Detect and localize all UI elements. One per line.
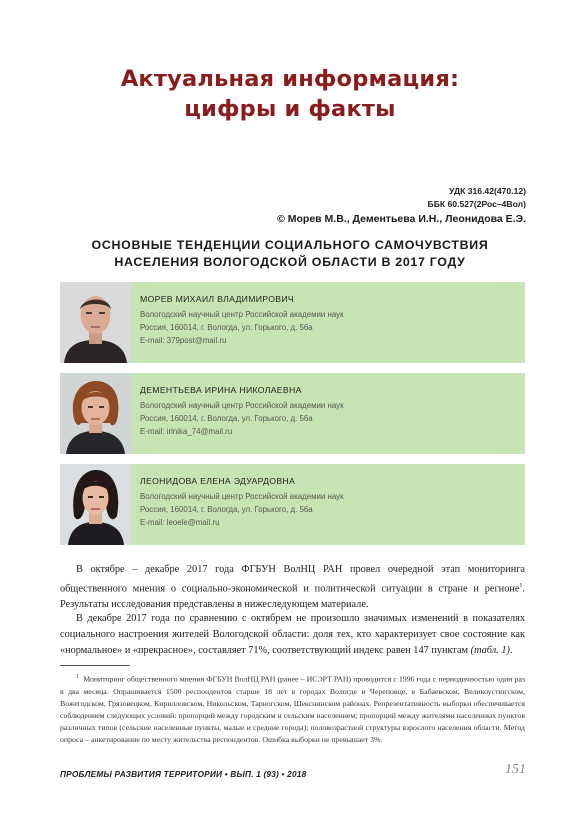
author-organization: Вологодский научный центр Российской академии наук bbox=[140, 401, 344, 410]
paragraph-text: . Результаты исследования представлены в нижеследующем материале. bbox=[60, 583, 525, 611]
author-address: Россия, 160014, г. Вологда, ул. Горького, д. 56а bbox=[140, 505, 313, 514]
footnote bbox=[60, 671, 525, 746]
paragraph-text: . bbox=[509, 645, 513, 656]
table-reference-link[interactable]: (табл. 1) bbox=[470, 645, 510, 656]
footnote-number: 1 bbox=[76, 674, 79, 680]
journal-footer: ПРОБЛЕМЫ РАЗВИТИЯ ТЕРРИТОРИИ • ВЫП. 1 (93) • 2018 bbox=[60, 769, 307, 779]
section-title-line-2: цифры и факты bbox=[184, 96, 396, 122]
author-name: ДЕМЕНТЬЕВА ИРИНА НИКОЛАЕВНА bbox=[140, 385, 302, 395]
author-info bbox=[131, 464, 525, 545]
author-card bbox=[60, 464, 525, 545]
paragraph-text: В октябре – декабре 2017 года ФГБУН ВолНЦ РАН провел очередной этап мониторинга общественного мнения о социально-экономической и политической ситуации в стране и регионе bbox=[60, 564, 525, 595]
article-title-line-2: НАСЕЛЕНИЯ ВОЛОГОДСКОЙ ОБЛАСТИ В 2017 ГОДУ bbox=[114, 255, 466, 269]
author-info bbox=[131, 373, 525, 454]
author-card bbox=[60, 282, 525, 363]
section-title-line-1: Актуальная информация: bbox=[120, 66, 460, 92]
author-organization: Вологодский научный центр Российской академии наук bbox=[140, 492, 344, 501]
footnote-marker[interactable]: 1 bbox=[519, 583, 523, 589]
paragraph-text: В декабре 2017 года по сравнению с октябрем не произошло значимых изменений в показателях социального настроения жителей Вологодской области: доля тех, кто характеризует свое состояние как «нормальное» и «прекрасное», составляет 71%, соответствующий индекс равен 147 пунктам bbox=[60, 613, 525, 656]
author-photo bbox=[60, 373, 131, 454]
page-number: 151 bbox=[505, 762, 526, 777]
author-email: E-mail: leoele@mail.ru bbox=[140, 518, 220, 527]
body-paragraph bbox=[60, 562, 525, 613]
footnote-text: Мониторинг общественного мнения ФГБУН ВолНЦ РАН (ранее – ИСЭРТ РАН) проводится с 1996 года с периодичностью один раз в два месяца. Опрашивается 1500 респондентов старше 18 лет в городах Вологде и Череповце, в Бабаевском, Великоустюгском, Вожегодском, Грязовецком, Кирилловском, Никольском, Тарногском, Шекснинском районах. Репрезентативность выборки обеспечивается соблюдением следующих условий: пропорций между городским и сельским населением; пропорций между жителями населенных пунктов различных типов (сельские населенные пункты, малые и средние города); половозрастной структуры взрослого населения области. Метод опроса – анкетирование по месту жительства респондентов. Ошибка выборки не превышает 3%. bbox=[60, 674, 525, 745]
author-email: E-mail: irinika_74@mail.ru bbox=[140, 427, 233, 436]
section-title bbox=[0, 64, 580, 124]
author-email: E-mail: 379post@mail.ru bbox=[140, 336, 227, 345]
bbk-code: ББК 60.527(2Рос–4Вол) bbox=[427, 199, 526, 209]
body-paragraph bbox=[60, 611, 525, 659]
footnote-divider bbox=[60, 665, 130, 666]
author-name: МОРЕВ МИХАИЛ ВЛАДИМИРОВИЧ bbox=[140, 294, 294, 304]
udk-code: УДК 316.42(470.12) bbox=[449, 186, 526, 196]
article-title bbox=[60, 237, 520, 271]
author-organization: Вологодский научный центр Российской академии наук bbox=[140, 310, 344, 319]
copyright-authors: © Морев М.В., Дементьева И.Н., Леонидова Е.Э. bbox=[277, 213, 526, 225]
author-photo bbox=[60, 464, 131, 545]
author-address: Россия, 160014, г. Вологда, ул. Горького, д. 56а bbox=[140, 323, 313, 332]
author-photo bbox=[60, 282, 131, 363]
article-title-line-1: ОСНОВНЫЕ ТЕНДЕНЦИИ СОЦИАЛЬНОГО САМОЧУВСТВИЯ bbox=[91, 238, 489, 252]
author-name: ЛЕОНИДОВА ЕЛЕНА ЭДУАРДОВНА bbox=[140, 476, 296, 486]
author-address: Россия, 160014, г. Вологда, ул. Горького, д. 56а bbox=[140, 414, 313, 423]
author-card bbox=[60, 373, 525, 454]
author-info bbox=[131, 282, 525, 363]
